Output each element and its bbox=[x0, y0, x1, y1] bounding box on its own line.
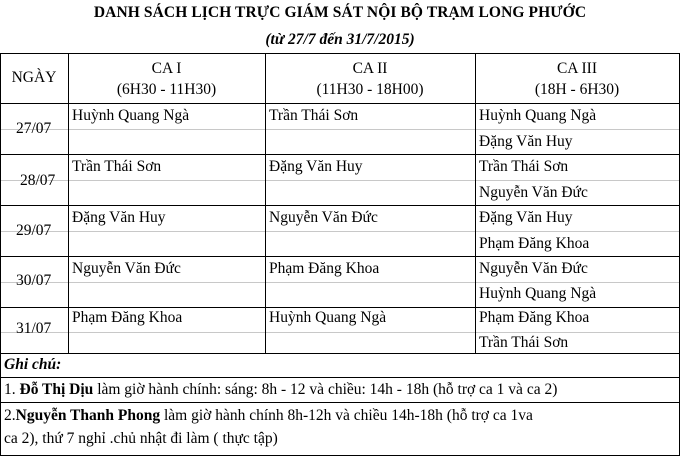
day-cell: 28/07 bbox=[20, 172, 56, 189]
shift3-cell: Huỳnh Quang Ngà bbox=[479, 285, 597, 302]
document-title: DANH SÁCH LỊCH TRỰC GIÁM SÁT NỘI BỘ TRẠM LONG PHƯỚC bbox=[93, 4, 587, 21]
shift3-cell: Đặng Văn Huy bbox=[479, 209, 573, 226]
day-cell: 31/07 bbox=[16, 320, 52, 337]
header-shift1: CA I bbox=[151, 60, 182, 77]
header-shift2-time: (11H30 - 18H00) bbox=[316, 81, 424, 98]
note-1 bbox=[4, 380, 557, 400]
shift3-cell: Trần Thái Sơn bbox=[479, 334, 569, 351]
day-cell: 27/07 bbox=[16, 120, 52, 137]
gridline bbox=[0, 282, 680, 283]
header-bottom-border bbox=[0, 103, 680, 104]
note-1-name: Đỗ Thị Dịu bbox=[19, 381, 94, 398]
shift3-cell: Đặng Văn Huy bbox=[479, 133, 573, 150]
row-border bbox=[0, 205, 680, 206]
notes-section bbox=[0, 353, 680, 456]
notes-heading: Ghi chú: bbox=[4, 356, 62, 373]
table-left-border bbox=[0, 53, 1, 353]
note-2-continuation: ca 2), thứ 7 nghỉ .chủ nhật đi làm ( thực tập) bbox=[4, 430, 278, 447]
shift2-cell: Nguyễn Văn Đức bbox=[269, 209, 378, 226]
header-day: NGÀY bbox=[11, 69, 57, 86]
note-2-text: làm giờ hành chính 8h-12h và chiều 14h-18h (hỗ trợ ca 1va bbox=[160, 407, 533, 424]
notes-divider bbox=[0, 377, 680, 378]
header-shift2: CA II bbox=[352, 60, 388, 77]
document-subtitle: (từ 27/7 đến 31/7/2015) bbox=[265, 31, 415, 48]
header-shift1-time: (6H30 - 11H30) bbox=[116, 81, 217, 98]
shift2-cell: Huỳnh Quang Ngà bbox=[269, 309, 387, 326]
notes-divider bbox=[0, 402, 680, 403]
shift2-cell: Phạm Đăng Khoa bbox=[269, 260, 380, 277]
shift3-cell: Trần Thái Sơn bbox=[479, 158, 569, 175]
shift3-cell: Phạm Đăng Khoa bbox=[479, 235, 590, 252]
shift1-cell: Phạm Đăng Khoa bbox=[72, 309, 183, 326]
day-cell: 29/07 bbox=[16, 222, 52, 239]
shift3-cell: Nguyễn Văn Đức bbox=[479, 260, 588, 277]
gridline bbox=[0, 231, 680, 232]
shift1-cell: Trần Thái Sơn bbox=[72, 158, 162, 175]
shift2-cell: Trần Thái Sơn bbox=[269, 107, 359, 124]
gridline bbox=[0, 129, 680, 130]
note-2-name: Nguyễn Thanh Phong bbox=[15, 407, 161, 424]
gridline bbox=[0, 180, 680, 181]
note-1-prefix: 1. bbox=[4, 381, 20, 398]
schedule-table bbox=[0, 53, 680, 353]
shift3-cell: Phạm Đăng Khoa bbox=[479, 309, 590, 326]
header-shift3: CA III bbox=[556, 60, 598, 77]
shift3-cell: Nguyễn Văn Đức bbox=[479, 184, 588, 201]
gridline bbox=[0, 332, 680, 333]
shift1-cell: Đặng Văn Huy bbox=[72, 209, 166, 226]
note-2-prefix: 2. bbox=[4, 407, 16, 424]
header-shift3-time: (18H - 6H30) bbox=[534, 81, 620, 98]
shift2-cell: Đặng Văn Huy bbox=[269, 158, 363, 175]
notes-left-border bbox=[0, 353, 1, 455]
shift1-cell: Nguyễn Văn Đức bbox=[72, 260, 181, 277]
shift3-cell: Huỳnh Quang Ngà bbox=[479, 107, 597, 124]
day-cell: 30/07 bbox=[16, 272, 52, 289]
shift1-cell: Huỳnh Quang Ngà bbox=[72, 107, 190, 124]
note-1-text: làm giờ hành chính: sáng: 8h - 12 và chiều: 14h - 18h (hỗ trợ ca 1 và ca 2) bbox=[93, 381, 558, 398]
note-2 bbox=[4, 406, 533, 426]
table-top-border bbox=[0, 53, 680, 54]
row-border bbox=[0, 256, 680, 257]
row-border bbox=[0, 154, 680, 155]
